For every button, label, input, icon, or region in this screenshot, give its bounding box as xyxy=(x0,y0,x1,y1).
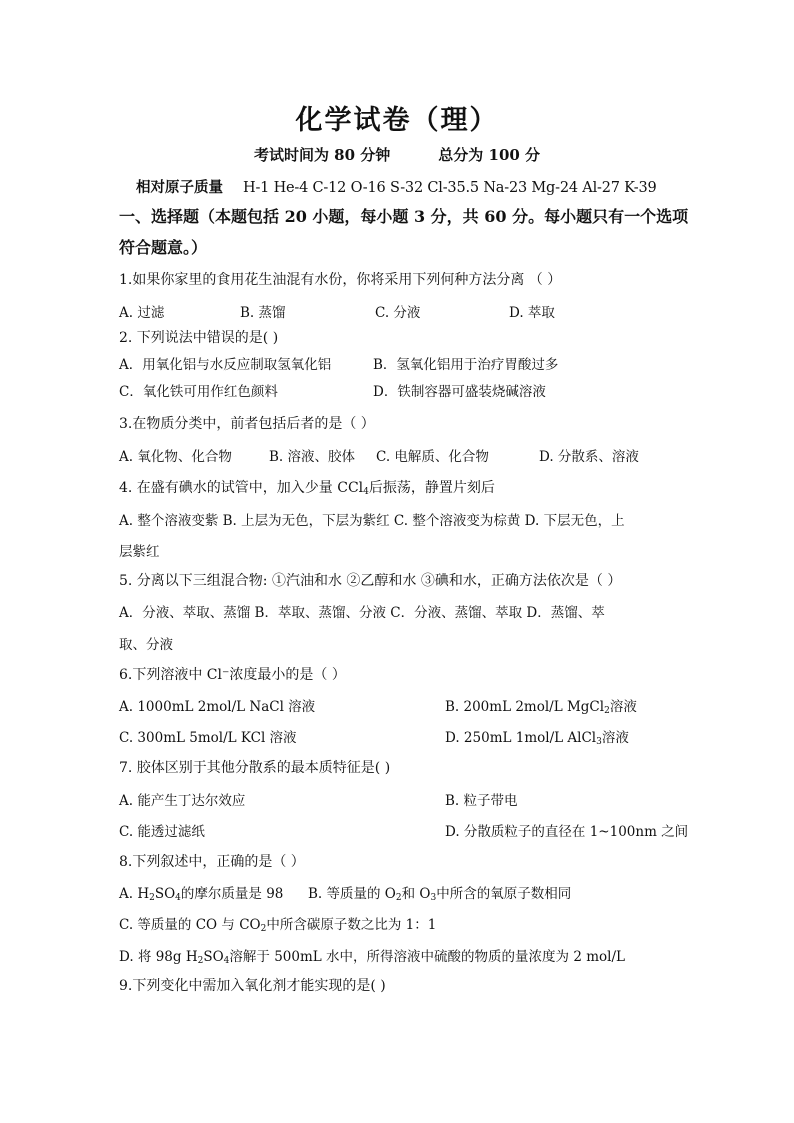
atomic-mass-values: H-1 He-4 C-12 O-16 S-32 Cl-35.5 Na-23 Mg-24 Al-27 K-39 xyxy=(243,180,657,196)
q8-option-c-text: C. 等质量的 CO 与 CO xyxy=(119,917,261,933)
q8-option-a-text-end: 的摩尔质量是 98 xyxy=(180,886,284,902)
q2-option-c: C．氧化铁可用作红色颜料 xyxy=(119,384,278,400)
q5-stem: 5. 分离以下三组混合物: ①汽油和水 ②乙醇和水 ③碘和水，正确方法依次是（ ） xyxy=(119,573,622,589)
q6-option-b-text: B. 200mL 2mol/L MgCl xyxy=(445,699,605,715)
q2-stem: 2. 下列说法中错误的是( ) xyxy=(119,330,279,346)
q6-option-d-text-end: 溶液 xyxy=(601,730,629,746)
q4-stem xyxy=(119,477,679,497)
q6-option-d xyxy=(445,726,629,746)
q2-option-d: D．铁制容器可盛装烧碱溶液 xyxy=(373,384,546,400)
q6-option-d-subscript: 3 xyxy=(596,737,602,747)
q3-option-a: A. 氧化物、化合物 xyxy=(119,449,232,465)
q6-option-c: C. 300mL 5mol/L KCl 溶液 xyxy=(119,730,297,746)
section-heading-line1: 一、选择题（本题包括 20 小题，每小题 3 分，共 60 分。每小题只有一个选项 xyxy=(119,207,689,226)
q8-option-d-mid: SO xyxy=(203,949,224,965)
q3-stem: 3.在物质分类中，前者包括后者的是（ ） xyxy=(119,416,375,432)
q1-option-a: A. 过滤 xyxy=(119,305,165,321)
q8-option-d-text-end: 溶解于 500mL 水中，所得溶液中硫酸的物质的量浓度为 2 mol/L xyxy=(229,949,625,965)
q7-option-c: C. 能透过滤纸 xyxy=(119,824,205,840)
q6-option-d-text: D. 250mL 1mol/L AlCl xyxy=(445,730,597,746)
q8-option-b xyxy=(308,882,571,902)
exam-title: 化学试卷（理） xyxy=(295,105,499,136)
q8-option-b-sub1: 2 xyxy=(395,893,402,903)
q6-option-a: A. 1000mL 2mol/L NaCl 溶液 xyxy=(119,699,316,715)
q9-stem: 9.下列变化中需加入氧化剂才能实现的是( ) xyxy=(119,978,386,994)
q3-option-c: C. 电解质、化合物 xyxy=(376,449,489,465)
q8-option-d-sub1: 2 xyxy=(197,956,204,966)
q5-options-line2: 取、分液 xyxy=(119,637,173,653)
q8-option-a-sub1: 2 xyxy=(149,893,155,903)
q6-stem: 6.下列溶液中 Cl⁻浓度最小的是（ ） xyxy=(119,667,346,683)
q8-option-c-text-end: 中所含碳原子数之比为 1：1 xyxy=(266,917,437,933)
q8-option-b-text: B. 等质量的 O xyxy=(308,886,396,902)
q8-stem: 8.下列叙述中，正确的是（ ） xyxy=(119,854,305,870)
q7-option-d: D. 分散质粒子的直径在 1~100nm 之间 xyxy=(445,824,689,840)
q8-option-d-sub2: 4 xyxy=(223,956,230,966)
q6-option-b-text-end: 溶液 xyxy=(609,699,637,715)
q4-stem-text: 4. 在盛有碘水的试管中，加入少量 CCl xyxy=(119,480,364,496)
q8-option-c xyxy=(119,913,679,933)
q8-option-d xyxy=(119,945,679,965)
q2-option-a: A．用氧化铝与水反应制取氢氧化铝 xyxy=(119,357,332,373)
q4-stem-text-end: 后振荡，静置片刻后 xyxy=(368,480,495,496)
q8-option-c-sub: 2 xyxy=(260,924,267,934)
q4-options-line2: 层紫红 xyxy=(119,544,160,560)
section-heading-line2: 符合题意。） xyxy=(119,238,208,257)
q8-option-b-mid: 和 O xyxy=(401,886,431,902)
exam-info xyxy=(0,144,794,165)
q2-option-b: B．氢氧化铝用于治疗胃酸过多 xyxy=(373,357,559,373)
q4-options-line1: A. 整个溶液变紫 B. 上层为无色，下层为紫红 C. 整个溶液变为棕黄 D. 下层无色，上 xyxy=(119,513,625,529)
q6-option-b xyxy=(445,695,637,715)
section-heading xyxy=(119,202,689,263)
q8-option-a-mid: SO xyxy=(154,886,176,902)
atomic-mass-line xyxy=(136,176,786,197)
q4-stem-subscript: 4 xyxy=(363,487,369,497)
q1-option-c: C. 分液 xyxy=(375,305,421,321)
q5-options-line1: A．分液、萃取、蒸馏 B．萃取、蒸馏、分液 C．分液、蒸馏、萃取 D．蒸馏、萃 xyxy=(119,605,605,621)
q8-option-a-text: A. H xyxy=(119,886,150,902)
q8-option-b-text-end: 中所含的氧原子数相同 xyxy=(436,886,572,902)
q7-option-a: A. 能产生丁达尔效应 xyxy=(119,793,246,809)
q1-option-d: D. 萃取 xyxy=(509,305,555,321)
exam-time: 考试时间为 80 分钟 xyxy=(253,146,391,164)
q1-stem: 1.如果你家里的食用花生油混有水份，你将采用下列何种方法分离 （ ） xyxy=(119,272,562,288)
q6-option-b-subscript: 2 xyxy=(604,706,610,716)
q8-option-a xyxy=(119,882,283,902)
atomic-mass-label: 相对原子质量 xyxy=(136,179,223,196)
q8-option-d-text: D. 将 98g H xyxy=(119,949,198,965)
q7-stem: 7. 胶体区别于其他分散系的最本质特征是( ) xyxy=(119,760,391,776)
q7-option-b: B. 粒子带电 xyxy=(445,793,518,809)
q8-option-a-sub2: 4 xyxy=(175,893,181,903)
exam-score: 总分为 100 分 xyxy=(438,146,541,164)
q1-option-b: B. 蒸馏 xyxy=(240,305,286,321)
q3-option-d: D. 分散系、溶液 xyxy=(539,449,639,465)
q3-option-b: B. 溶液、胶体 xyxy=(269,449,356,465)
q8-option-b-sub2: 3 xyxy=(430,893,437,903)
